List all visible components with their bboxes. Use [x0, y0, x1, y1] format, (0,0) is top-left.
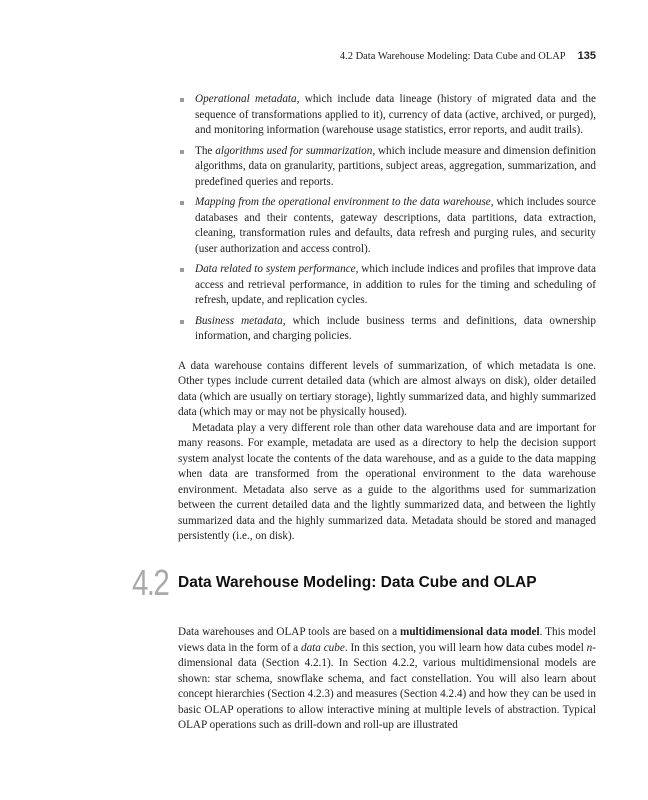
body-text [178, 92, 596, 545]
bullet-square-icon [180, 268, 184, 272]
key-term: data cube [300, 641, 345, 654]
bullet-item: Operational metadata, which include data lineage (history of migrated data and the sequence of transformations applied to it), currency of data (active, archived, or purged), and monitoring information (warehouse usage statistics, error reports, and audit trails). [178, 92, 596, 139]
bullet-term: Operational metadata, [195, 93, 300, 105]
section-heading [132, 562, 596, 616]
bullet-square-icon [180, 320, 184, 324]
section-title: Data Warehouse Modeling: Data Cube and OLAP [178, 574, 537, 591]
bullet-item: Data related to system performance, which include indices and profiles that improve data access and retrieval performance, in addition to rules for the timing and scheduling of refresh, update, and replication cycles. [178, 262, 596, 309]
bullet-square-icon [180, 150, 184, 154]
bullet-term: Data related to system performance, [195, 263, 359, 275]
key-term: multidimensional data model [400, 626, 540, 638]
section-number: 4.2 [132, 562, 169, 603]
running-title: 4.2 Data Warehouse Modeling: Data Cube and OLAP [339, 51, 566, 62]
running-header [300, 50, 596, 62]
section-intro-paragraph: Data warehouses and OLAP tools are based on a multidimensional data model. This model views data in the form of a data cube. In this section, you will learn how data cubes model n-dimensional data (Section 4.2.1). In Section 4.2.2, various multidimensional models are shown: star schema, snowflake schema, and fact constellation. You will also learn about concept hierarchies (Section 4.2.3) and measures (Section 4.2.4) and how they can be used in basic OLAP operations to allow interactive mining at multiple levels of abstraction. Typical OLAP operations such as drill-down and roll-up are illustrated [178, 626, 596, 731]
bullet-square-icon [180, 201, 184, 205]
metadata-bullet-list [178, 92, 596, 345]
bullet-item: Business metadata, which include business terms and definitions, data ownership information, and charging policies. [178, 314, 596, 345]
paragraph: A data warehouse contains different levels of summarization, of which metadata is one. Other types include current detailed data (which are almost always on disk), older detailed data (which are usually on tertiary storage), lightly summarized data, and highly summarized data (which may or may not be physically housed). [178, 359, 596, 418]
bullet-term: Mapping from the operational environment to the data warehouse, [195, 196, 494, 208]
metadata-paragraphs [178, 359, 596, 545]
paragraph: Metadata play a very different role than other data warehouse data and are important for many reasons. For example, metadata are used as a directory to help the decision support system analyst locate the contents of the data warehouse, and as a guide to the data mapping when data are transformed from the operational environment to the data warehouse environment. Metadata also serve as a guide to the algorithms used for summarization between the current detailed data and the lightly summarized data, and between the lightly summarized data and the highly summarized data. Metadata should be stored and managed persistently (i.e., on disk). [178, 421, 596, 542]
bullet-item: Mapping from the operational environment to the data warehouse, which includes source databases and their contents, gateway descriptions, data partitions, data extraction, cleaning, transformation rules and defaults, data refresh and purging rules, and security (user authorization and access control). [178, 195, 596, 257]
bullet-term: Business metadata, [195, 314, 286, 327]
bullet-term: algorithms used for summarization, [215, 144, 376, 157]
bullet-square-icon [180, 98, 184, 102]
bullet-item: The algorithms used for summarization, which include measure and dimension definition algorithms, data on granularity, partitions, subject areas, aggregation, summarization, and predefined queries and reports. [178, 144, 596, 191]
page-number: 135 [577, 50, 596, 62]
